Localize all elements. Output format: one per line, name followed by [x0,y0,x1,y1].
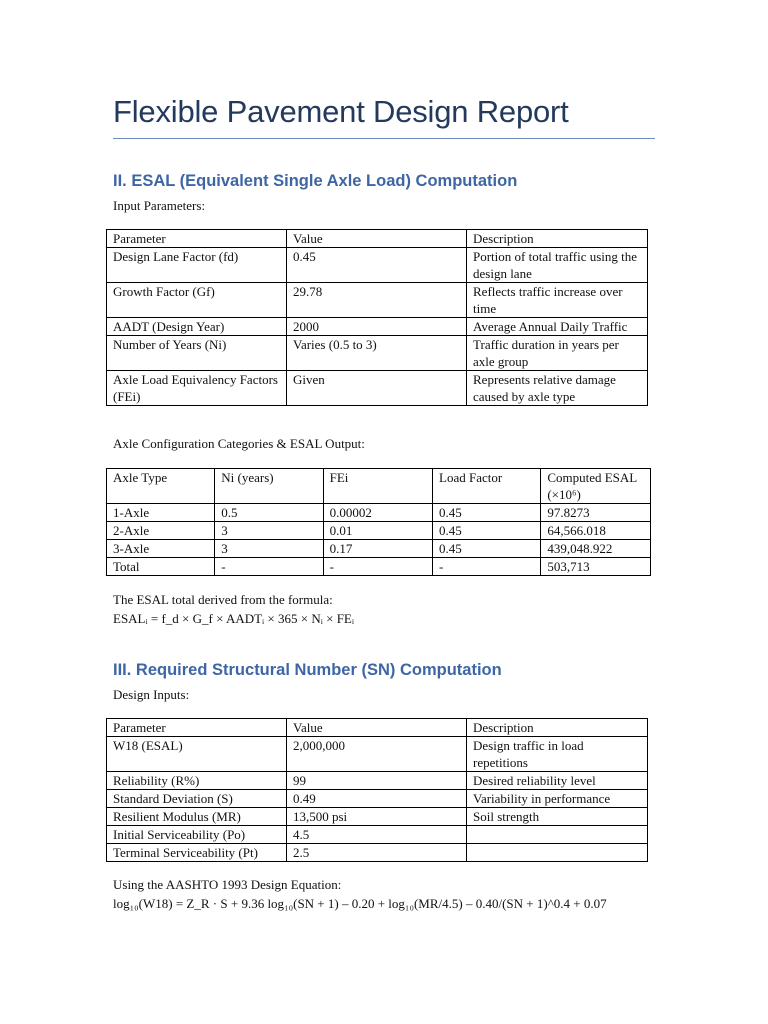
formula-intro: The ESAL total derived from the formula: [113,592,333,607]
axle-esal-cell: 3-Axle [107,540,215,558]
sn-inputs-row [107,737,648,772]
axle-esal-cell: 439,048.922 [541,540,651,558]
esal-params-cell: Varies (0.5 to 3) [287,336,467,371]
esal-params-row [107,248,648,283]
sn-inputs-cell: 13,500 psi [287,808,467,826]
sn-input-label: Design Inputs: [113,687,190,702]
axle-esal-cell: 0.5 [215,504,323,522]
axle-esal-header-cell: Ni (years) [215,469,323,504]
sn-inputs-cell: Variability in performance [467,790,648,808]
sn-inputs-header-cell: Parameter [107,719,287,737]
esal-params-cell: Average Annual Daily Traffic [467,318,648,336]
sn-inputs-header-cell: Description [467,719,648,737]
esal-params-cell: Traffic duration in years per axle group [467,336,648,371]
axle-esal-cell: 0.17 [323,540,432,558]
sn-inputs-row [107,790,648,808]
sn-inputs-cell: 2,000,000 [287,737,467,772]
esal-params-cell: Represents relative damage caused by axle type [467,371,648,406]
esal-params-cell: Reflects traffic increase over time [467,283,648,318]
axle-esal-cell: 0.00002 [323,504,432,522]
sn-inputs-row [107,844,648,862]
esal-input-label: Input Parameters: [113,198,206,213]
equation-intro: Using the AASHTO 1993 Design Equation: [113,877,342,892]
axle-esal-table [106,468,651,576]
sn-inputs-cell: Initial Serviceability (Po) [107,826,287,844]
sn-section-heading: III. Required Structural Number (SN) Computation [113,661,502,679]
sn-inputs-cell: 2.5 [287,844,467,862]
esal-params-table [106,229,648,406]
esal-params-cell: Axle Load Equivalency Factors (FEi) [107,371,287,406]
axle-esal-row [107,540,651,558]
axle-esal-cell: 97.8273 [541,504,651,522]
sn-inputs-cell: 99 [287,772,467,790]
axle-esal-row [107,504,651,522]
esal-params-cell: 2000 [287,318,467,336]
sn-inputs-cell: W18 (ESAL) [107,737,287,772]
axle-esal-cell: - [433,558,541,576]
axle-esal-cell: 3 [215,522,323,540]
axle-esal-header-cell: Load Factor [433,469,541,504]
page-title: Flexible Pavement Design Report [113,94,569,129]
axle-esal-header-row [107,469,651,504]
axle-config-label: Axle Configuration Categories & ESAL Output: [113,436,365,451]
axle-esal-cell: - [323,558,432,576]
sn-inputs-cell: Desired reliability level [467,772,648,790]
esal-params-cell: Number of Years (Ni) [107,336,287,371]
sn-inputs-table [106,718,648,862]
esal-params-cell: 29.78 [287,283,467,318]
esal-params-header-cell: Parameter [107,230,287,248]
axle-esal-header-cell: FEi [323,469,432,504]
axle-esal-row [107,558,651,576]
title-divider [113,138,655,139]
esal-params-cell: AADT (Design Year) [107,318,287,336]
axle-esal-header-cell: Axle Type [107,469,215,504]
esal-params-header-cell: Description [467,230,648,248]
axle-esal-cell: - [215,558,323,576]
sn-inputs-cell: Standard Deviation (S) [107,790,287,808]
sn-inputs-cell: Terminal Serviceability (Pt) [107,844,287,862]
axle-esal-cell: 0.45 [433,540,541,558]
sn-inputs-cell: Design traffic in load repetitions [467,737,648,772]
sn-inputs-row [107,808,648,826]
esal-section-heading: II. ESAL (Equivalent Single Axle Load) Computation [113,172,518,190]
esal-params-row [107,283,648,318]
axle-esal-cell: 3 [215,540,323,558]
axle-esal-cell: 0.45 [433,522,541,540]
axle-esal-cell: 1-Axle [107,504,215,522]
esal-params-row [107,336,648,371]
esal-params-cell: Given [287,371,467,406]
sn-inputs-cell: Soil strength [467,808,648,826]
axle-esal-cell: 64,566.018 [541,522,651,540]
axle-esal-row [107,522,651,540]
sn-inputs-cell: Resilient Modulus (MR) [107,808,287,826]
esal-params-header-cell: Value [287,230,467,248]
sn-inputs-cell: 0.49 [287,790,467,808]
sn-inputs-cell: Reliability (R%) [107,772,287,790]
aashto-equation: log₁₀(W18) = Z_R · S + 9.36 log₁₀(SN + 1) – 0.20 + log₁₀(MR/4.5) – 0.40/(SN + 1)^0.4 + 0.07 [113,896,607,911]
axle-esal-cell: 0.01 [323,522,432,540]
sn-inputs-row [107,772,648,790]
sn-inputs-cell [467,826,648,844]
axle-esal-header-cell: Computed ESAL (×10⁶) [541,469,651,504]
sn-inputs-row [107,826,648,844]
esal-params-header-row [107,230,648,248]
axle-esal-cell: 0.45 [433,504,541,522]
esal-params-cell: Design Lane Factor (fd) [107,248,287,283]
axle-esal-cell: Total [107,558,215,576]
esal-formula: ESALᵢ = f_d × G_f × AADTᵢ × 365 × Nᵢ × FEᵢ [113,611,354,626]
esal-params-cell: Growth Factor (Gf) [107,283,287,318]
sn-inputs-cell: 4.5 [287,826,467,844]
sn-inputs-cell [467,844,648,862]
esal-params-row [107,371,648,406]
axle-esal-cell: 2-Axle [107,522,215,540]
esal-params-cell: Portion of total traffic using the design lane [467,248,648,283]
esal-params-row [107,318,648,336]
axle-esal-cell: 503,713 [541,558,651,576]
sn-inputs-header-cell: Value [287,719,467,737]
esal-params-cell: 0.45 [287,248,467,283]
sn-inputs-header-row [107,719,648,737]
